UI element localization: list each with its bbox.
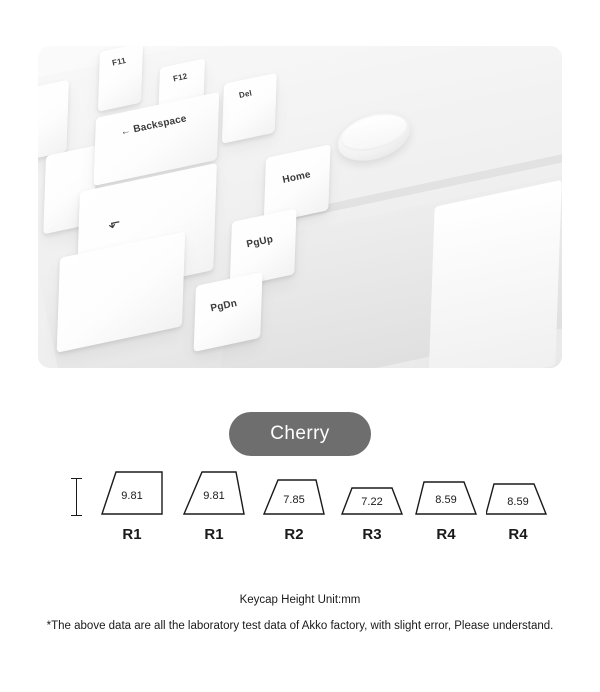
- keycap-row-r2: [262, 468, 326, 543]
- keycap-row-r4-b: [486, 468, 550, 543]
- keycap-partial-left: [38, 80, 69, 162]
- keycap-row-r4-b-name: R4: [508, 526, 528, 543]
- keycap-row-r3-value: 7.22: [361, 496, 383, 508]
- keyboard-closeup-photo: [38, 46, 562, 368]
- keycap-del-label: Del: [238, 88, 253, 101]
- keycap-row-r2-value: 7.85: [283, 494, 305, 506]
- keycap-f11-label: F11: [111, 55, 127, 68]
- keycap-row-r3-name: R3: [362, 526, 382, 543]
- keycap-row-r4-a: [414, 468, 478, 543]
- keycap-home-label: Home: [281, 169, 312, 186]
- disclaimer-note: *The above data are all the laboratory test data of Akko factory, with slight error, Please understand.: [46, 620, 554, 632]
- height-scale-bar: [76, 478, 77, 516]
- keycap-row-r1-b-value: 9.81: [203, 490, 225, 502]
- keycap-row-r3-shape: [340, 468, 404, 522]
- keycap-row-r4-a-value: 8.59: [435, 494, 457, 506]
- keycap-profile-diagram: [0, 468, 600, 558]
- keycap-row-r1-a: [100, 468, 164, 543]
- keycap-row-r4-b-value: 8.59: [507, 496, 529, 508]
- keycap-row-r2-name: R2: [284, 526, 304, 543]
- profile-name: Cherry: [270, 423, 330, 444]
- keyboard-right-bezel: [428, 180, 562, 368]
- keycap-pgdn-label: PgDn: [209, 297, 239, 315]
- keycap-row-r1-b: [182, 468, 246, 543]
- keycap-row-r4-b-shape: [486, 468, 550, 522]
- keycap-f12-label: F12: [172, 71, 189, 84]
- keycap-row-r1-b-name: R1: [204, 526, 224, 543]
- keycap-backspace-label: ← Backspace: [119, 113, 188, 139]
- keycap-pgup-label: PgUp: [245, 233, 275, 251]
- keycap-row-r3: [340, 468, 404, 543]
- keycap-row-r1-a-name: R1: [122, 526, 142, 543]
- profile-badge: [229, 412, 371, 456]
- keycap-row-r4-a-name: R4: [436, 526, 456, 543]
- keycap-f11: [98, 46, 143, 112]
- enter-arrow-icon: ⬐: [106, 213, 123, 233]
- unit-note: Keycap Height Unit:mm: [239, 594, 361, 606]
- keycap-row-r1-a-value: 9.81: [121, 490, 143, 502]
- keycap-del: [222, 73, 277, 144]
